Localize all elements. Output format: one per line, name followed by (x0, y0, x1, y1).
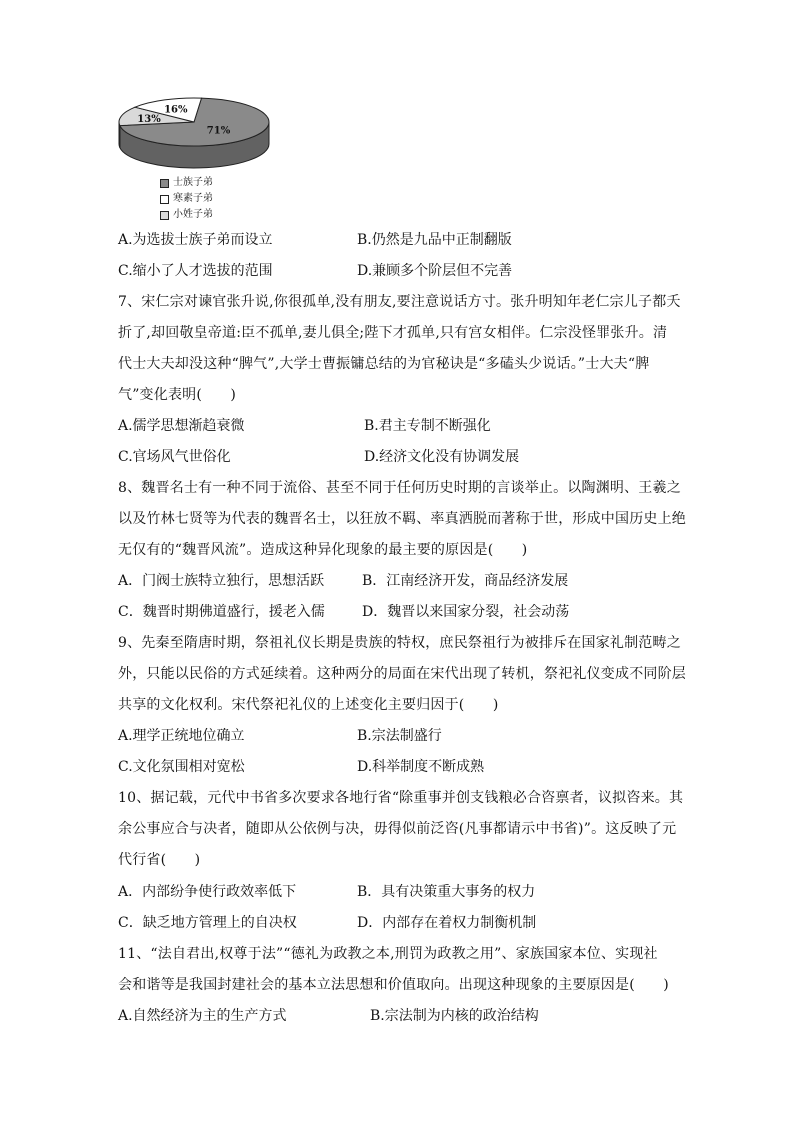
legend-label-shizu: 士族子弟 (173, 177, 213, 188)
q9-line-2: 外，只能以民俗的方式延续着。这种两分的局面在宋代出现了转机，祭祀礼仪变成不同阶层 (118, 666, 686, 682)
legend-swatch-shizu (160, 179, 169, 188)
legend-swatch-hansu (160, 195, 169, 204)
q7-option-d: D.经济文化没有协调发展 (364, 449, 520, 465)
q11-line-2: 会和谐等是我国封建社会的基本立法思想和价值取向。出现这种现象的主要原因是( ) (118, 977, 669, 993)
q8-option-b: B．江南经济开发，商品经济发展 (362, 573, 569, 589)
pie-label-shizu: 71% (206, 125, 231, 137)
q7-option-c: C.官场风气世俗化 (118, 449, 231, 465)
legend-swatch-xiaoxing (160, 211, 169, 220)
q9-option-a: A.理学正统地位确立 (118, 728, 245, 744)
q9-option-b: B.宗法制盛行 (357, 728, 442, 744)
q10-line-1: 10、据记载，元代中书省多次要求各地行省“除重事并创支钱粮必合咨禀者，议拟咨来。其 (118, 790, 684, 806)
pie-label-xiaoxing: 13% (137, 114, 161, 126)
legend-item-xiaoxing (160, 207, 213, 223)
q10-option-c: C．缺乏地方管理上的自决权 (118, 915, 297, 931)
q7-option-b: B.君主专制不断强化 (364, 418, 491, 434)
q7-line-3: 代士大夫却没这种“脾气”,大学士曹振镛总结的为官秘诀是“多磕头少说话。”士大夫“脾 (118, 356, 650, 372)
q8-option-a: A．门阀士族特立独行，思想活跃 (118, 573, 325, 589)
q11-option-b: B.宗法制为内核的政治结构 (370, 1008, 539, 1024)
q9-line-3: 共享的文化权利。宋代祭祀礼仪的上述变化主要归因于( ) (118, 697, 499, 713)
q8-line-2: 以及竹林七贤等为代表的魏晋名士，以狂放不羁、率真洒脱而著称于世，形成中国历史上绝 (118, 511, 686, 527)
q6-option-b: B.仍然是九品中正制翻版 (357, 232, 512, 248)
pie-label-hansu: 16% (164, 104, 188, 116)
q9-line-1: 9、先秦至隋唐时期，祭祖礼仪长期是贵族的特权，庶民祭祖行为被排斥在国家礼制范畴之 (118, 635, 681, 651)
q8-line-1: 8、魏晋名士有一种不同于流俗、甚至不同于任何历史时期的言谈举止。以陶渊明、王羲之 (118, 480, 681, 496)
q10-line-3: 代行省( ) (118, 852, 201, 868)
q7-option-a: A.儒学思想渐趋衰微 (118, 418, 245, 434)
legend-label-hansu: 寒素子弟 (173, 193, 213, 204)
legend-item-hansu (160, 191, 213, 207)
q10-option-a: A．内部纷争使行政效率低下 (118, 884, 297, 900)
q10-option-b: B．具有决策重大事务的权力 (357, 884, 536, 900)
q11-line-1: 11、“法自君出,权尊于法”“德礼为政教之本,刑罚为政教之用”、家族国家本位、实现社 (118, 946, 658, 962)
q6-option-d: D.兼顾多个阶层但不完善 (357, 263, 513, 279)
q8-line-3: 无仅有的“魏晋风流”。造成这种异化现象的最主要的原因是( ) (118, 542, 528, 558)
q11-option-a: A.自然经济为主的生产方式 (118, 1008, 287, 1024)
q9-option-d: D.科举制度不断成熟 (357, 759, 485, 775)
q8-option-c: C．魏晋时期佛道盛行，援老入儒 (118, 604, 325, 620)
q6-option-a: A.为选拔士族子弟而设立 (118, 232, 273, 248)
chart-legend (160, 175, 213, 223)
q7-line-1: 7、宋仁宗对谏官张升说,你很孤单,没有朋友,要注意说话方寸。张升明知年老仁宗儿子都夭 (118, 294, 681, 310)
q8-option-d: D．魏晋以来国家分裂，社会动荡 (362, 604, 570, 620)
legend-item-shizu (160, 175, 213, 191)
q6-option-c: C.缩小了人才选拔的范围 (118, 263, 273, 279)
q10-option-d: D．内部存在着权力制衡机制 (357, 915, 537, 931)
q10-line-2: 余公事应合与决者，随即从公依例与决，毋得似前泛咨(凡事都请示中书省)”。这反映了元 (118, 821, 677, 837)
q9-option-c: C.文化氛围相对宽松 (118, 759, 245, 775)
legend-label-xiaoxing: 小姓子弟 (173, 209, 213, 220)
q7-line-4: 气”变化表明( ) (118, 387, 237, 403)
q7-line-2: 折了,却回敬皇帝道:臣不孤单,妻儿俱全;陛下才孤单,只有宫女相伴。仁宗没怪罪张升。清 (118, 325, 668, 341)
